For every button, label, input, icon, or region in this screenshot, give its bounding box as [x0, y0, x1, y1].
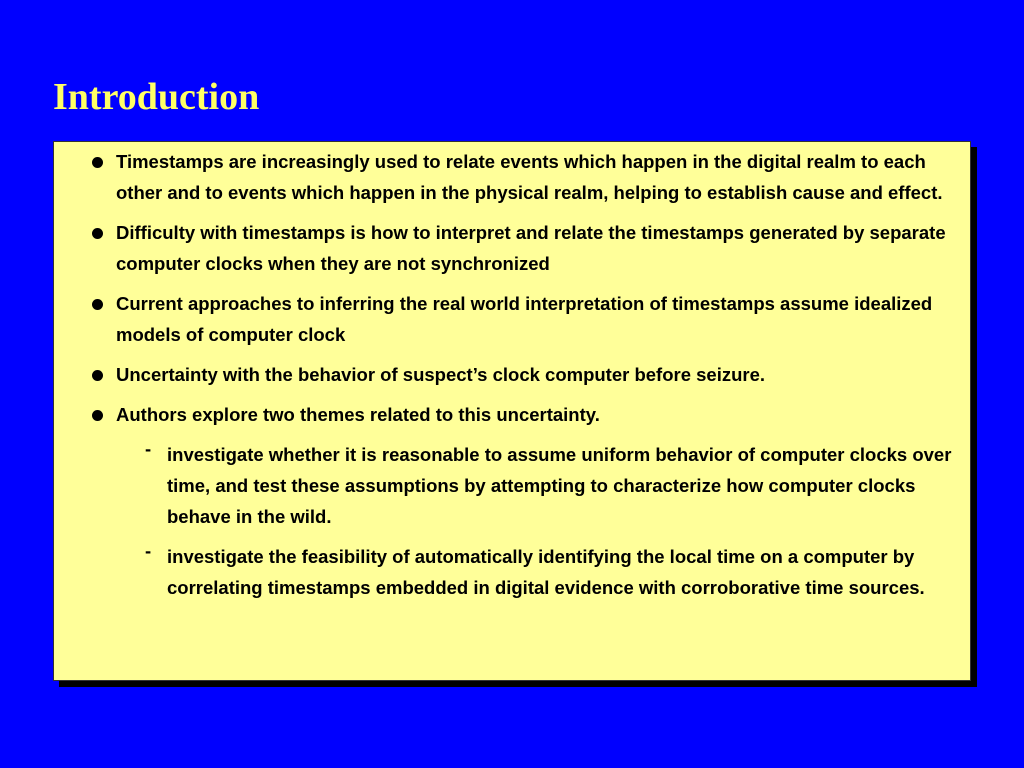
bullet-dot-icon — [92, 228, 103, 239]
dash-marker: - — [145, 438, 152, 459]
bullet-dot-icon — [92, 157, 103, 168]
bullet-dot-icon — [92, 370, 103, 381]
bullet-list — [54, 146, 970, 612]
content-panel — [53, 141, 971, 681]
bullet-item — [54, 146, 970, 208]
sub-bullet-list — [116, 439, 956, 603]
sub-bullet-text: investigate whether it is reasonable to assume uniform behavior of computer clocks over time, and test these assumptions by attempting to characterize how computer clocks behave in the wild. — [167, 444, 952, 527]
bullet-item — [54, 359, 970, 390]
bullet-text: Authors explore two themes related to this uncertainty. — [116, 404, 600, 425]
sub-bullet-item — [116, 541, 956, 603]
bullet-text: Timestamps are increasingly used to relate events which happen in the digital realm to each other and to events which happen in the physical realm, helping to establish cause and effect. — [116, 151, 943, 203]
bullet-item — [54, 399, 970, 603]
slide-title: Introduction — [53, 76, 260, 118]
bullet-text: Uncertainty with the behavior of suspect’s clock computer before seizure. — [116, 364, 766, 385]
bullet-item — [54, 288, 970, 350]
dash-marker: - — [145, 540, 152, 561]
bullet-text: Current approaches to inferring the real world interpretation of timestamps assume idealized models of computer clock — [116, 293, 933, 345]
bullet-text: Difficulty with timestamps is how to interpret and relate the timestamps generated by separate computer clocks when they are not synchronized — [116, 222, 946, 274]
bullet-dot-icon — [92, 410, 103, 421]
bullet-dot-icon — [92, 299, 103, 310]
sub-bullet-item — [116, 439, 956, 532]
bullet-item — [54, 217, 970, 279]
sub-bullet-text: investigate the feasibility of automatically identifying the local time on a computer by correlating timestamps embedded in digital evidence with corroborative time sources. — [167, 546, 925, 598]
